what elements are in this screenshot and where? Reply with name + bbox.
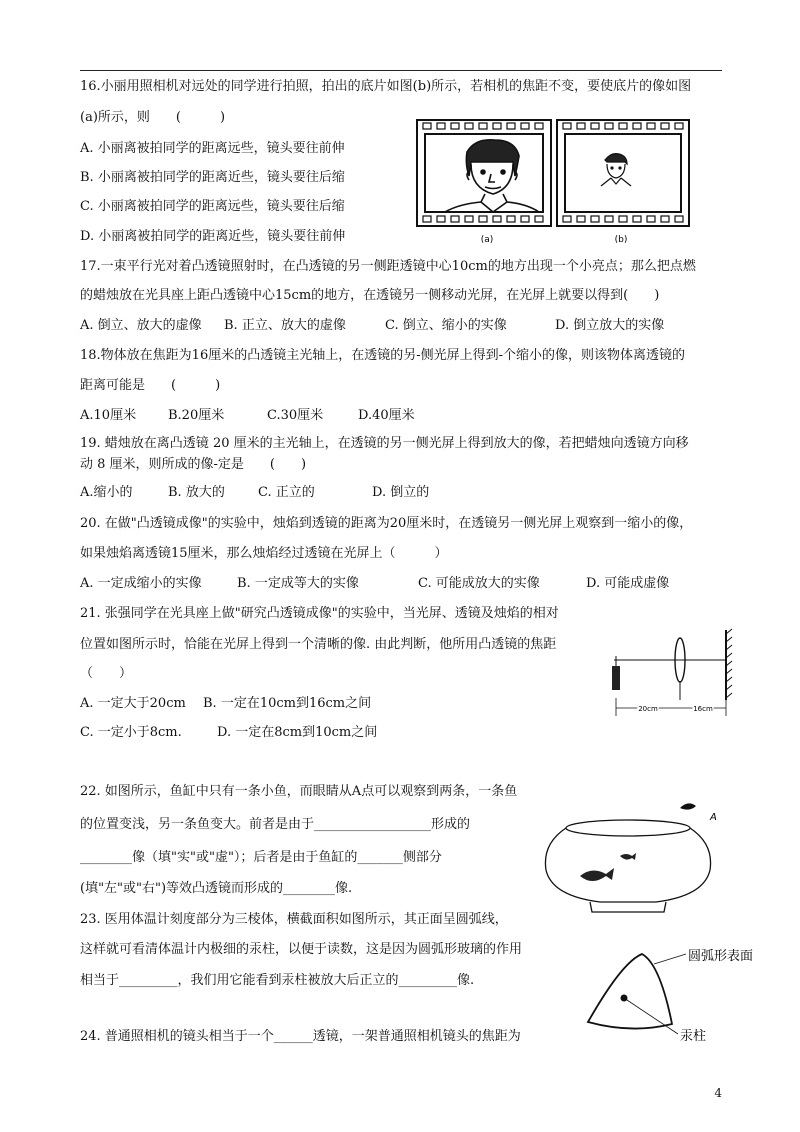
film-strip-a <box>417 120 551 226</box>
q17-option-a: A. 倒立、放大的虚像 <box>80 318 202 333</box>
q20-option-c: C. 可能成放大的实像 <box>418 576 540 591</box>
q19-option-b: B. 放大的 <box>168 485 225 500</box>
q22-line2: 的位置变浅，另一条鱼变大。前者是由于__________________形成的 <box>80 817 471 832</box>
q20-option-a: A. 一定成缩小的实像 <box>80 576 202 591</box>
q20-option-b: B. 一定成等大的实像 <box>237 576 359 591</box>
small-face-image <box>601 154 631 186</box>
thermometer-section-figure <box>568 940 768 1052</box>
q21-stem-line1: 21. 张强同学在光具座上做"研究凸透镜成像"的实验中，当光屏、透镜及烛焰的相对 <box>80 606 559 621</box>
figure-a-label: (a) <box>480 235 494 245</box>
header-rule <box>80 70 722 71</box>
distance-16cm-label: 16cm <box>693 705 713 713</box>
q17-stem-line2: 的蜡烛放在光具座上距凸透镜中心15cm的地方，在透镜另一侧移动光屏，在光屏上就要以得到( ) <box>80 288 660 303</box>
screen-icon <box>726 629 732 700</box>
distance-20cm-label: 20cm <box>638 705 658 713</box>
point-a-label: A <box>710 812 717 823</box>
optical-bench-figure <box>604 618 744 718</box>
triangular-cross-section <box>588 954 672 1029</box>
q21-option-a: A. 一定大于20cm <box>80 696 186 711</box>
arc-surface-label: 圆弧形表面 <box>688 949 754 964</box>
q22-line3: ________像（填"实"或"虚"）；后者是由于鱼缸的_______侧部分 <box>80 850 442 865</box>
q17-option-c: C. 倒立、缩小的实像 <box>385 318 507 333</box>
large-face-image <box>445 140 539 212</box>
fish-bowl-figure <box>540 790 730 920</box>
q21-option-c: C. 一定小于8cm. <box>80 725 182 740</box>
fish-bowl <box>545 820 710 912</box>
q16-option-d: D. 小丽离被拍同学的距离近些，镜头要往前伸 <box>80 229 346 244</box>
q16-option-b: B. 小丽离被拍同学的距离近些，镜头要往后缩 <box>80 170 345 185</box>
q18-option-b: B.20厘米 <box>168 408 225 423</box>
q19-option-d: D. 倒立的 <box>372 485 430 500</box>
eye-icon <box>680 803 696 809</box>
q17-option-b: B. 正立、放大的虚像 <box>224 318 346 333</box>
q16-stem-line1: 16.小丽用照相机对远处的同学进行拍照，拍出的底片如图(b)所示，若相机的焦距不变，要使底片的像如图 <box>80 79 692 94</box>
film-strip-figure <box>415 116 693 248</box>
q16-option-a: A. 小丽离被拍同学的距离远些，镜头要往前伸 <box>80 141 345 156</box>
q17-option-d: D. 倒立放大的实像 <box>555 318 665 333</box>
q22-line4: (填"左"或"右")等效凸透镜而形成的________像. <box>80 881 353 896</box>
q21-stem-line2: 位置如图所示时，恰能在光屏上得到一个清晰的像. 由此判断，他所用凸透镜的焦距 <box>80 637 557 652</box>
q24-line1: 24. 普通照相机的镜头相当于一个______透镜，一架普通照相机镜头的焦距为 <box>80 1029 521 1044</box>
q18-option-a: A.10厘米 <box>80 408 137 423</box>
q16-stem-line2: (a)所示，则 ( ) <box>80 110 226 125</box>
q19-option-c: C. 正立的 <box>258 485 315 500</box>
q20-stem-line2: 如果烛焰离透镜15厘米，那么烛焰经过透镜在光屏上（ ） <box>80 546 448 561</box>
q17-stem-line1: 17.一束平行光对着凸透镜照射时，在凸透镜的另一侧距透镜中心10cm的地方出现一个小亮点；那么把点燃 <box>80 259 696 274</box>
film-strip-b <box>557 120 689 226</box>
q21-stem-line3: （ ） <box>80 666 133 681</box>
candle-icon <box>612 656 620 690</box>
q20-stem-line1: 20. 在做"凸透镜成像"的实验中，烛焰到透镜的距离为20厘米时，在透镜另一侧光屏上观察到一缩小的像， <box>80 516 693 531</box>
page-number: 4 <box>714 1086 722 1100</box>
q18-stem-line1: 18.物体放在焦距为16厘米的凸透镜主光轴上，在透镜的另-侧光屏上得到-个缩小的像，则该物体离透镜的 <box>80 348 686 363</box>
q23-line3: 相当于_________，我们用它能看到汞柱被放大后正立的_________像. <box>80 973 475 988</box>
q19-stem-line1: 19. 蜡烛放在离凸透镜 20 厘米的主光轴上，在透镜的另一侧光屏上得到放大的像，若把蜡烛向透镜方向移 <box>80 436 689 451</box>
q21-option-d: D. 一定在8cm到10cm之间 <box>217 725 378 740</box>
q19-option-a: A.缩小的 <box>80 485 133 500</box>
figure-b-label: (b) <box>614 235 628 245</box>
q18-stem-line2: 距离可能是 ( ) <box>80 378 221 393</box>
mercury-label: 汞柱 <box>680 1029 707 1044</box>
q22-line1: 22. 如图所示，鱼缸中只有一条小鱼，而眼睛从A点可以观察到两条，一条鱼 <box>80 784 518 799</box>
q18-option-c: C.30厘米 <box>267 408 324 423</box>
q21-option-b: B. 一定在10cm到16cm之间 <box>203 696 372 711</box>
q23-line1: 23. 医用体温计刻度部分为三棱体，横截面积如图所示，其正面呈圆弧线， <box>80 912 508 927</box>
fish-icon <box>580 853 636 881</box>
q16-option-c: C. 小丽离被拍同学的距离远些，镜头要往后缩 <box>80 199 345 214</box>
q18-option-d: D.40厘米 <box>358 408 415 423</box>
q19-stem-line2: 动 8 厘米，则所成的像-定是 ( ) <box>80 457 307 472</box>
q23-line2: 这样就可看清体温计内极细的汞柱，以便于读数，这是因为圆弧形玻璃的作用 <box>80 942 523 957</box>
q20-option-d: D. 可能成虚像 <box>586 576 670 591</box>
